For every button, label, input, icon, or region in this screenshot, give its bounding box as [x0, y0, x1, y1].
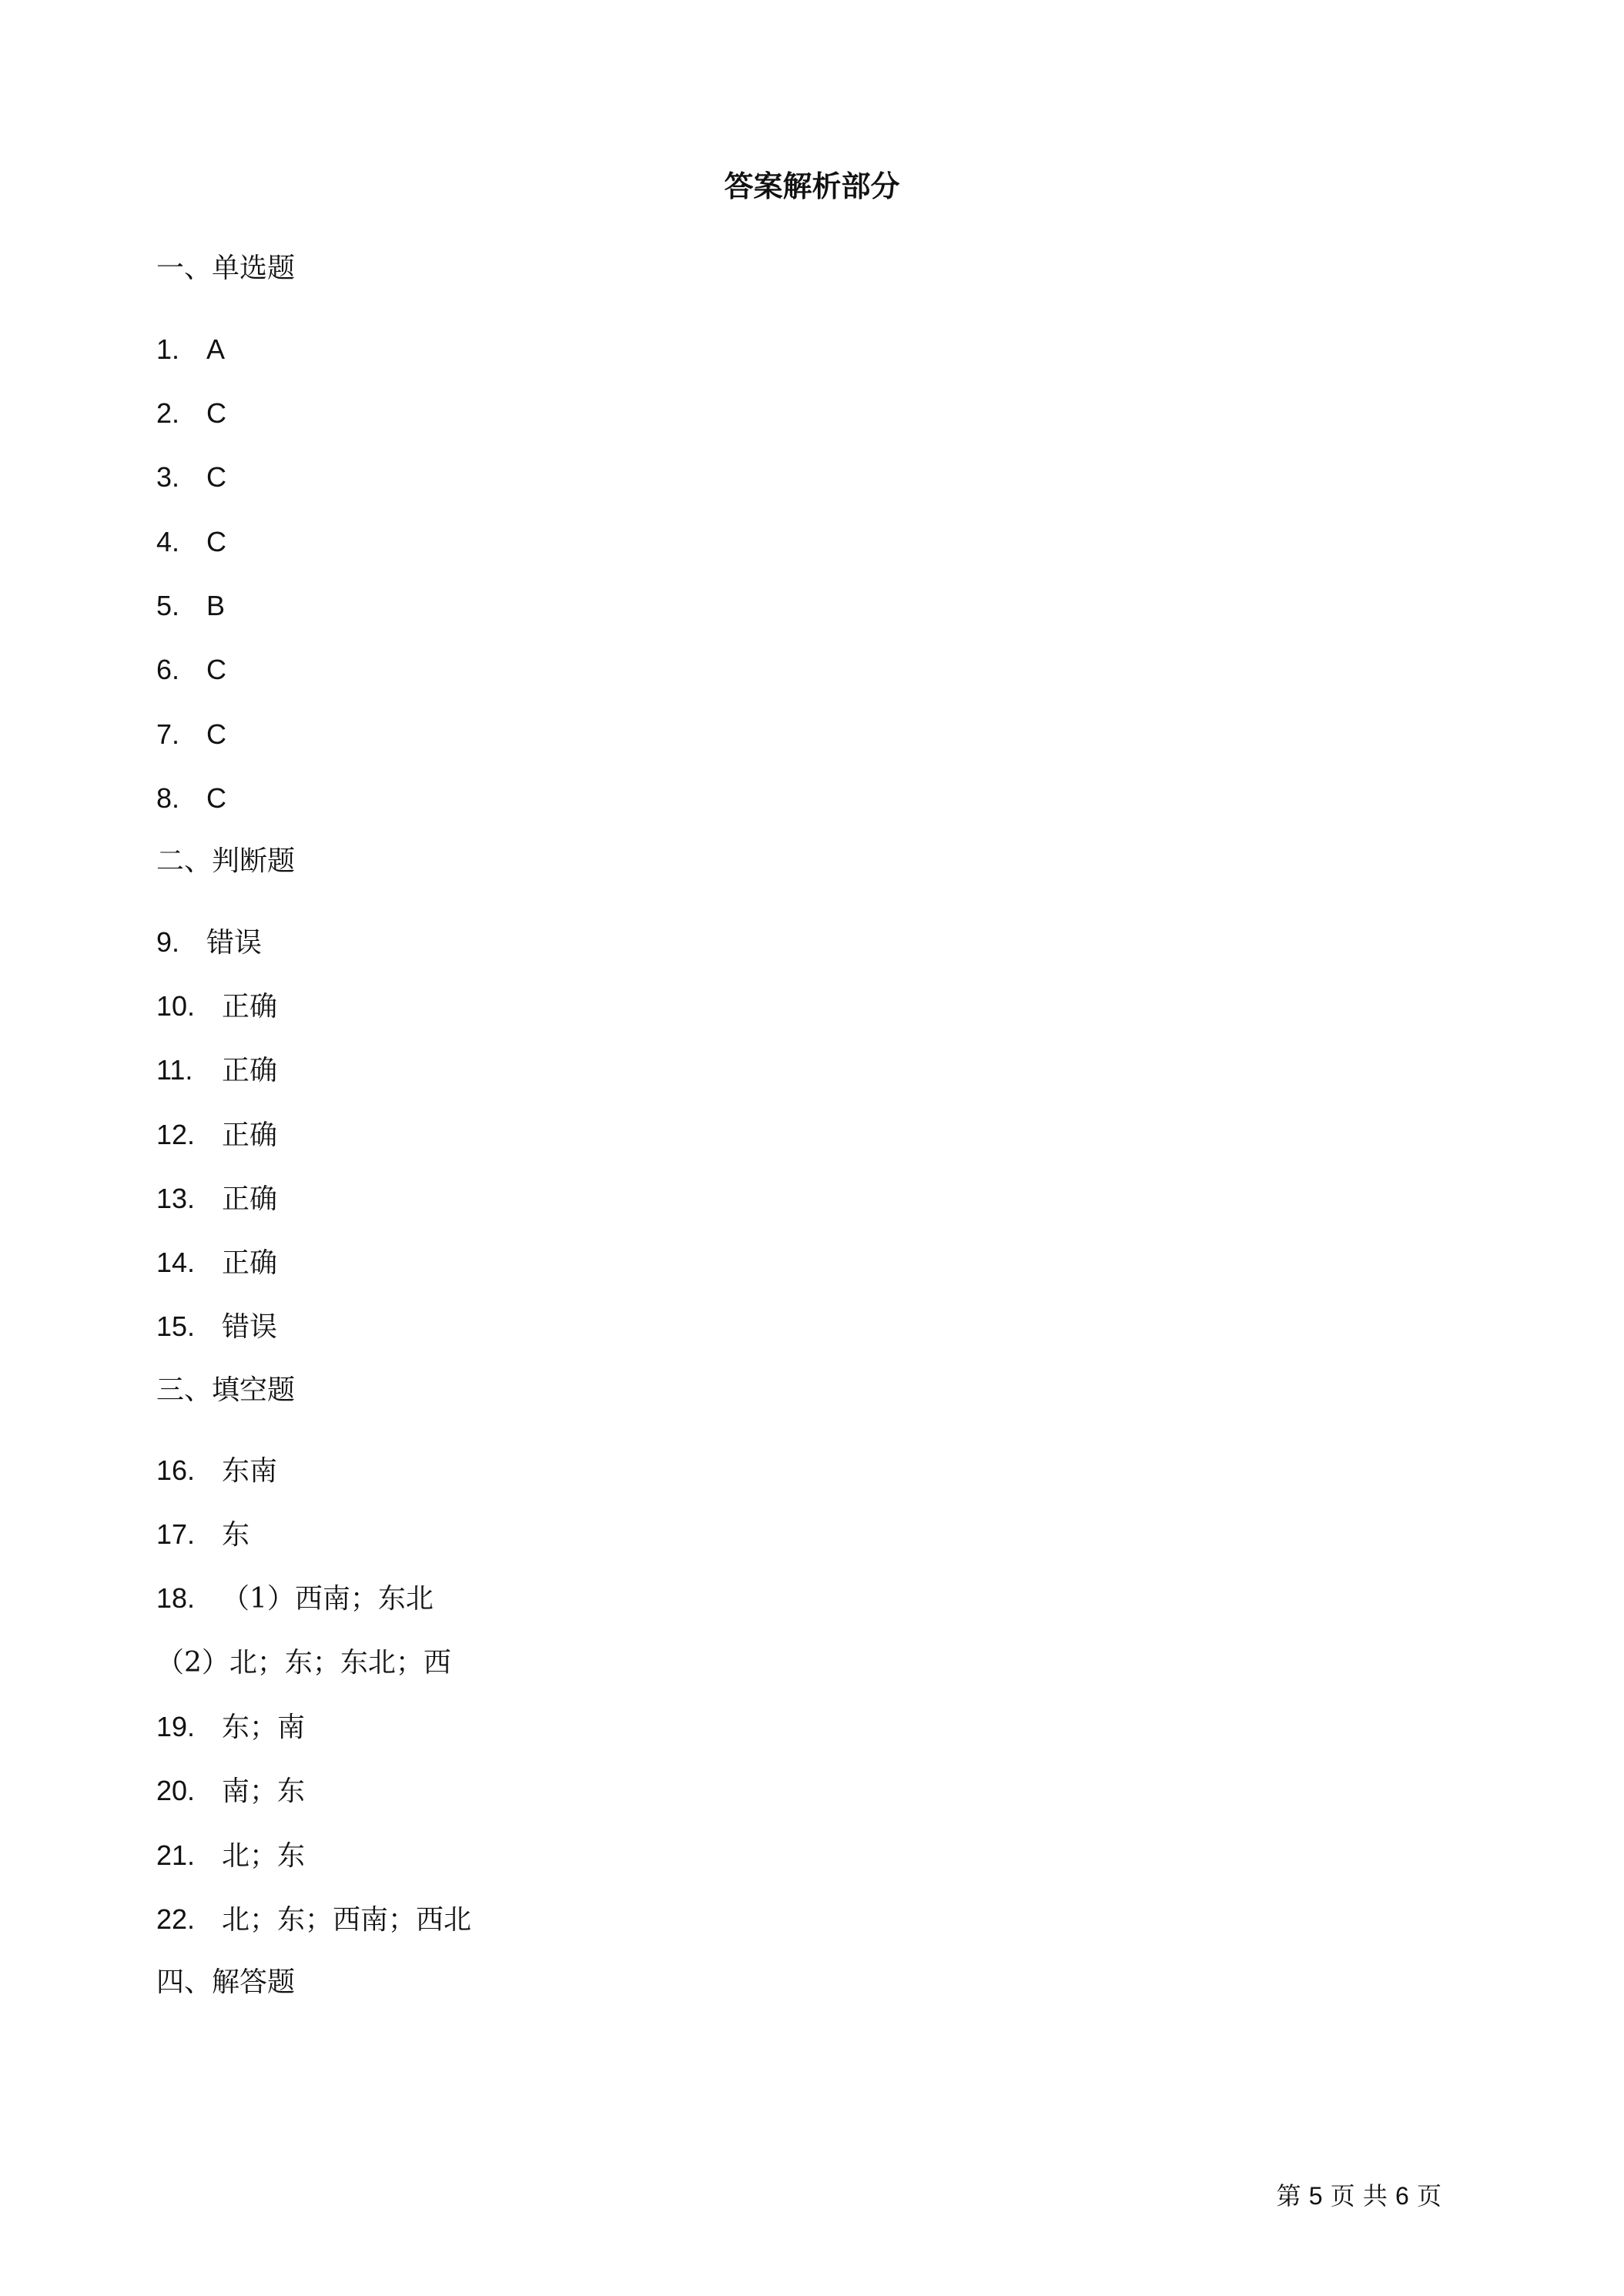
question-number: 11. [156, 1054, 193, 1086]
answer-text: B [206, 590, 226, 621]
question-number: 8. [156, 782, 180, 814]
answer-text: C [206, 526, 226, 557]
answer-text: 正确 [222, 1247, 278, 1279]
answer-text: 正确 [222, 1183, 278, 1215]
section-heading-single-choice: 一、单选题 [156, 253, 296, 284]
answer-item [156, 925, 262, 960]
current-page-number: 5 [1308, 2182, 1323, 2210]
question-number: 12. [156, 1119, 196, 1150]
answer-text: C [206, 461, 226, 493]
answer-item [156, 525, 226, 560]
answer-item [156, 1710, 305, 1745]
question-number: 15. [156, 1310, 196, 1342]
question-number: 19. [156, 1711, 196, 1742]
answer-item [156, 1839, 305, 1873]
question-number: 14. [156, 1247, 196, 1278]
answer-item [156, 333, 225, 367]
answer-text: 正确 [222, 1120, 278, 1151]
answer-item-continuation: （2）北；东；东北；西 [156, 1647, 451, 1678]
answer-item [156, 1903, 471, 1937]
answer-item [156, 718, 226, 752]
footer-prefix: 第 [1276, 2181, 1301, 2211]
answer-text: 错误 [206, 927, 263, 959]
question-number: 1. [156, 333, 180, 365]
question-number: 6. [156, 654, 180, 685]
answer-item [156, 397, 226, 431]
answer-text: 正确 [222, 991, 278, 1022]
answer-item [156, 653, 226, 688]
answer-text: 东；南 [222, 1712, 306, 1743]
question-number: 22. [156, 1903, 196, 1935]
answer-text: 北；东 [222, 1840, 306, 1872]
answer-item [156, 1246, 277, 1280]
answer-item [156, 1774, 305, 1809]
question-number: 21. [156, 1839, 196, 1871]
section-heading-judgement: 二、判断题 [156, 845, 296, 877]
question-number: 16. [156, 1454, 196, 1486]
question-number: 2. [156, 397, 180, 429]
answer-item [156, 1310, 277, 1344]
answer-text: 南；东 [222, 1776, 306, 1807]
page-footer [1277, 2181, 1442, 2211]
question-number: 9. [156, 926, 180, 958]
question-number: 17. [156, 1518, 196, 1550]
answer-text: 东南 [222, 1455, 278, 1487]
question-number: 5. [156, 590, 180, 621]
question-number: 7. [156, 718, 180, 750]
answer-text: C [206, 718, 226, 750]
section-heading-fill-blank: 三、填空题 [156, 1374, 296, 1406]
answer-item [156, 460, 226, 495]
answer-text: C [206, 654, 226, 685]
answer-text: 正确 [222, 1055, 278, 1086]
answer-text: C [206, 397, 226, 429]
answer-item [156, 989, 277, 1024]
answer-item [156, 589, 225, 624]
question-number: 4. [156, 526, 180, 557]
question-number: 10. [156, 990, 196, 1022]
answer-item [156, 782, 226, 816]
question-number: 20. [156, 1775, 196, 1806]
footer-suffix: 页 [1416, 2181, 1442, 2211]
answer-item [156, 1581, 434, 1616]
answer-text: A [206, 333, 226, 365]
answer-text: 错误 [222, 1311, 278, 1343]
section-heading-answer-questions: 四、解答题 [156, 1966, 296, 1998]
answer-item [156, 1518, 249, 1552]
answer-item [156, 1454, 277, 1488]
page-title: 答案解析部分 [724, 169, 900, 203]
answer-text: （1）西南；东北 [222, 1583, 434, 1615]
question-number: 18. [156, 1582, 196, 1614]
answer-text: 北；东；西南；西北 [222, 1904, 472, 1936]
question-number: 3. [156, 461, 180, 493]
answer-text: C [206, 782, 226, 814]
question-number: 13. [156, 1183, 196, 1214]
answer-item [156, 1118, 277, 1153]
answer-item [156, 1053, 277, 1088]
footer-middle: 页 共 [1330, 2181, 1388, 2211]
answer-text: 东 [222, 1519, 250, 1551]
total-pages-number: 6 [1395, 2182, 1409, 2210]
answer-item [156, 1182, 277, 1217]
